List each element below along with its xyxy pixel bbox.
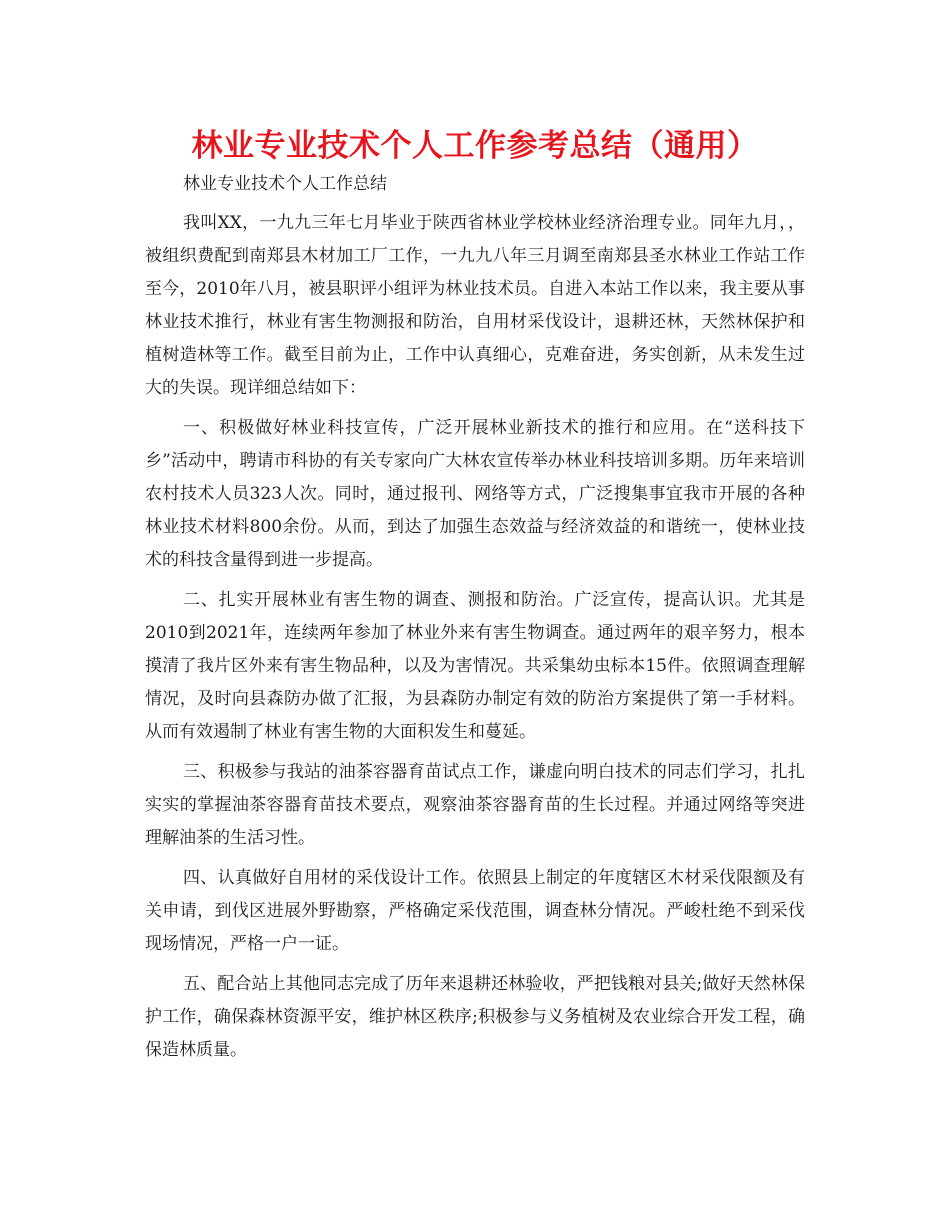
paragraph-intro: 我叫XX，一九九三年七月毕业于陕西省林业学校林业经济治理专业。同年九月，，被组织费配到南郑县木材加工厂工作，一九九八年三月调至南郑县圣水林业工作站工作至今，2010年八月，被县职评小组评为林业技术员。自进入本站工作以来，我主要从事林业技术推行，林业有害生物测报和防治，自用材采伐设计，退耕还林，天然林保护和植树造林等工作。截至目前为止，工作中认真细心，克难奋进，务实创新，从未发生过大的失误。现详细总结如下： xyxy=(145,213,805,398)
paragraph-section-1: 一、积极做好林业科技宣传，广泛开展林业新技术的推行和应用。在“送科技下乡”活动中，聘请市科协的有关专家向广大林农宣传举办林业科技培训多期。历年来培训农村技术人员323人次。同时，通过报刊、网络等方式，广泛搜集事宜我市开展的各种林业技术材料800余份。从而，到达了加强生态效益与经济效益的和谐统一，使林业技术的科技含量得到进一步提高。 xyxy=(145,418,805,570)
paragraph-section-5: 五、配合站上其他同志完成了历年来退耕还林验收，严把钱粮对县关;做好天然林保护工作，确保森林资源平安，维护林区秩序;积极参与义务植树及农业综合开发工程，确保造林质量。 xyxy=(145,974,805,1060)
paragraph-section-4: 四、认真做好自用材的采伐设计工作。依照县上制定的年度辖区木材采伐限额及有关申请，到伐区进展外野勘察，严格确定采伐范围，调查林分情况。严峻杜绝不到采伐现场情况，严格一户一证。 xyxy=(145,868,805,954)
paragraph-section-2: 二、扎实开展林业有害生物的调查、测报和防治。广泛宣传，提高认识。尤其是2010到2021年，连续两年参加了林业外来有害生物调查。通过两年的艰辛努力，根本摸清了我片区外来有害生物品种，以及为害情况。共采集幼虫标本15件。依照调查理解情况，及时向县森防办做了汇报，为县森防办制定有效的防治方案提供了第一手材料。从而有效遏制了林业有害生物的大面积发生和蔓延。 xyxy=(145,590,805,742)
document-subtitle: 林业专业技术个人工作总结 xyxy=(183,174,387,194)
document-body xyxy=(145,168,805,1074)
document-title: 林业专业技术个人工作参考总结（通用） xyxy=(191,128,759,164)
paragraph-section-3: 三、积极参与我站的油茶容器育苗试点工作，谦虚向明白技术的同志们学习，扎扎实实的掌握油茶容器育苗技术要点，观察油茶容器育苗的生长过程。并通过网络等突进理解油茶的生活习性。 xyxy=(145,762,805,848)
